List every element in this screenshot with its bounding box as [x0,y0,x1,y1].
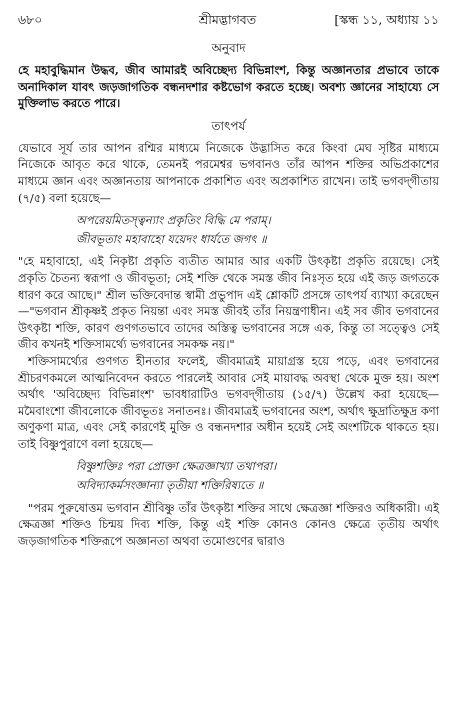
purport-paragraph-2: "হে মহাবাহো, এই নিকৃষ্টা প্রকৃতি ব্যতীত আমার আর একটি উৎকৃষ্টা প্রকৃতি রয়েছে। সেই প্রকৃতি চৈতন্য স্বরূপা ও জীবভূতা; সেই শক্তি থেকে সমস্ত জীব নিঃসৃত হয়ে এই জড় জগতকে ধারণ করে আছে।" শ্রীল ভক্তিবেদান্ত স্বামী প্রভুপাদ এই শ্লোকটি প্রসঙ্গে তাৎপর্য ব্যাখ্যা করেছেন—"ভগবান শ্রীকৃষ্ণই প্রকৃত নিয়ন্তা এবং সমস্ত জীবই তাঁর নিয়ন্ত্রণাধীন। এই সব জীব ভগবানের উৎকৃষ্টা শক্তি, কারণ গুণগতভাবে তাদের অস্তিত্ব ভগবানের সঙ্গে এক, কিন্তু তা সত্ত্বেও সেই জীব কখনই শক্তিসামর্থ্যে ভগবানের সমকক্ষ নয়।" [18,254,439,352]
page-header [18,12,439,34]
purport-paragraph-4: "পরম পুরুষোত্তম ভগবান শ্রীবিষ্ণু তাঁর উৎকৃষ্টা শক্তির সাথে ক্ষেত্রজ্ঞা শক্তিরও অধিকারী। এই ক্ষেত্রজ্ঞা শক্তিও চিন্ময় দিব্য শক্তি, কিন্তু এই শক্তি কোনও কোনও ক্ষেত্রে তৃতীয় অর্থাৎ জড়জাগতিক শক্তিরূপে অজ্ঞানতা অথবা তমোগুণের দ্বারাও [18,500,439,548]
verse-1-line-2: জীবভূতাং মহাবাহো যয়েদং ধার্যতে জগৎ ॥ [76,231,267,246]
purport-paragraph-3: শক্তিসামর্থ্যের গুণগত হীনতার ফলেই, জীবমাত্রই মায়াগ্রস্ত হয়ে পড়ে, এবং ভগবানের শ্রীচরণকমলে আত্মনিবেদন করতে পারলেই আবার সেই মায়াবদ্ধ অবস্থা থেকে মুক্ত হয়। অংশ অর্থাৎ 'অবিচ্ছেদ্য বিভিন্নাংশ' ভাবধারাটিও ভগবদ্‌গীতায় (১৫/৭) উল্লেখ করা হয়েছে—মমৈবাংশো জীবলোকে জীবভূতঃ সনাতনঃ। জীবমাত্রই ভগবানের অংশ, অর্থাৎ ক্ষুদ্রাতিক্ষুদ্র কণা অণুকণা মাত্র, এবং সেই কারণেই মুক্তি ও বন্ধনদশার অধীন হয়েই সেই অংশটিকে থাকতে হয়। তাই বিষ্ণুপুরাণে বলা হয়েছে— [18,353,439,451]
translation-heading: অনুবাদ [211,41,246,55]
page-number: ৬৮০ [18,12,43,27]
verse-2-line-1: বিষ্ণুশক্তিঃ পরা প্রোক্তা ক্ষেত্রজ্ঞাখ্যা তথাপরা। [76,459,277,474]
purport-heading: তাৎপর্য [211,118,246,133]
translation-text: হে মহাবুদ্ধিমান উদ্ধব, জীব আমারই অবিচ্ছেদ্য বিভিন্নাংশ, কিন্তু অজ্ঞানতার প্রভাবে তাকে অনাদিকাল যাবৎ জড়জাগতিক বন্ধনদশার কষ্টভোগ করতে হচ্ছে। অবশ্য জ্ঞানের সাহায্যে সে মুক্তিলাভ করতে পারে। [18,63,439,111]
book-title: শ্রীমদ্ভাগবত [198,12,257,27]
verse-1-line-1: অপরেয়মিতস্ত্বন্যাং প্রকৃতিং বিদ্ধি মে পরাম্‌। [76,213,271,228]
verse-2-line-2: অবিদ্যাকর্মসংজ্ঞান্যা তৃতীয়া শক্তিরিষ্যতে ॥ [76,478,264,493]
chapter-reference: [স্কন্ধ ১১, অধ্যায় ১১ [334,12,439,27]
purport-paragraph-1: যেভাবে সূর্য তার আপন রশ্মির মাধ্যমে নিজেকে উদ্ভাসিত করে কিংবা মেঘ সৃষ্টির মাধ্যমে নিজেকে আবৃত করে থাকে, তেমনই পরমেশ্বর ভগবানও তাঁর আপন শক্তির অভিপ্রকাশের মাধ্যমে জ্ঞান এবং অজ্ঞানতায় আপনাকে প্রকাশিত এবং অপ্রকাশিত রাখেন। তাই ভগবদ্‌গীতায় (৭/৫) বলা হয়েছে— [18,140,439,205]
